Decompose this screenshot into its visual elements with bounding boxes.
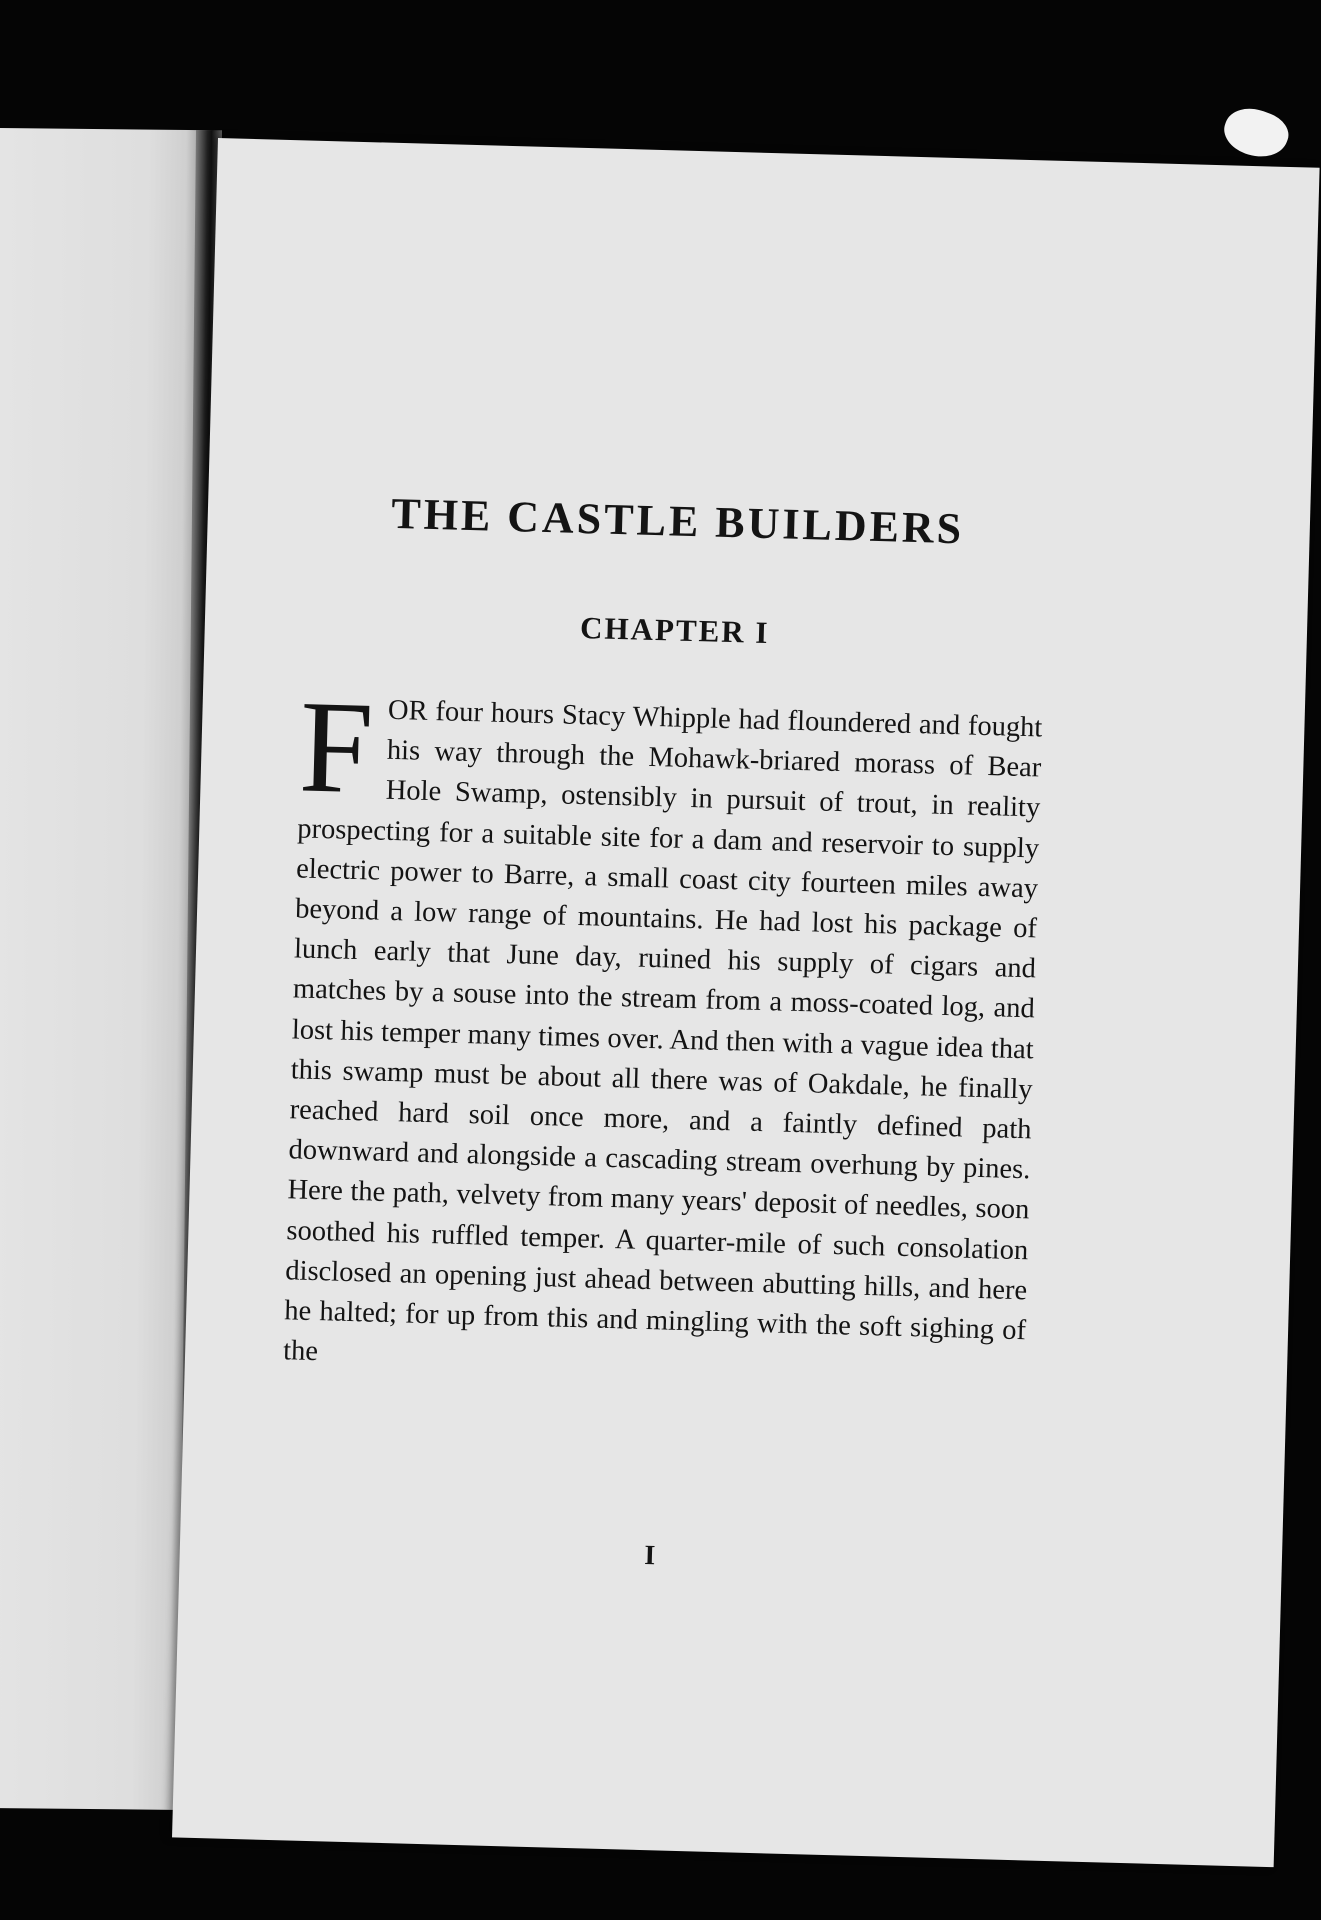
book-title: THE CASTLE BUILDERS: [390, 488, 965, 554]
chapter-body-text: [282, 672, 1043, 1391]
scan-artifact: [1218, 100, 1294, 165]
chapter-heading: CHAPTER I: [579, 609, 770, 651]
drop-cap: F: [297, 672, 375, 822]
book-page: [172, 138, 1320, 1867]
page-content: [262, 140, 1068, 1860]
body-paragraph: OR four hours Stacy Whipple had floundered and fought his way through the Mohawk-briared morass of Bear Hole Swamp, ostensibly in pursuit of trout, in reality prospecting for a suitable site for a dam and reservoir to supply electric power to Barre, a small coast city fourteen miles away beyond a low range of mountains. He had lost his package of lunch early that June day, ruined his supply of cigars and matches by a souse into the stream from a moss-coated log, and lost his temper many times over. And then with a vague idea that this swamp must be about all there was of Oakdale, he finally reached hard soil once more, and a faintly defined path downward and alongside a cascading stream overhung by pines. Here the path, velvety from many years' deposit of needles, soon soothed his ruffled temper. A quarter-mile of such consolation disclosed an opening just ahead between abutting hills, and here he halted; for up from this and mingling with the soft sighing of the: [282, 694, 1043, 1368]
page-number: I: [643, 1540, 656, 1572]
